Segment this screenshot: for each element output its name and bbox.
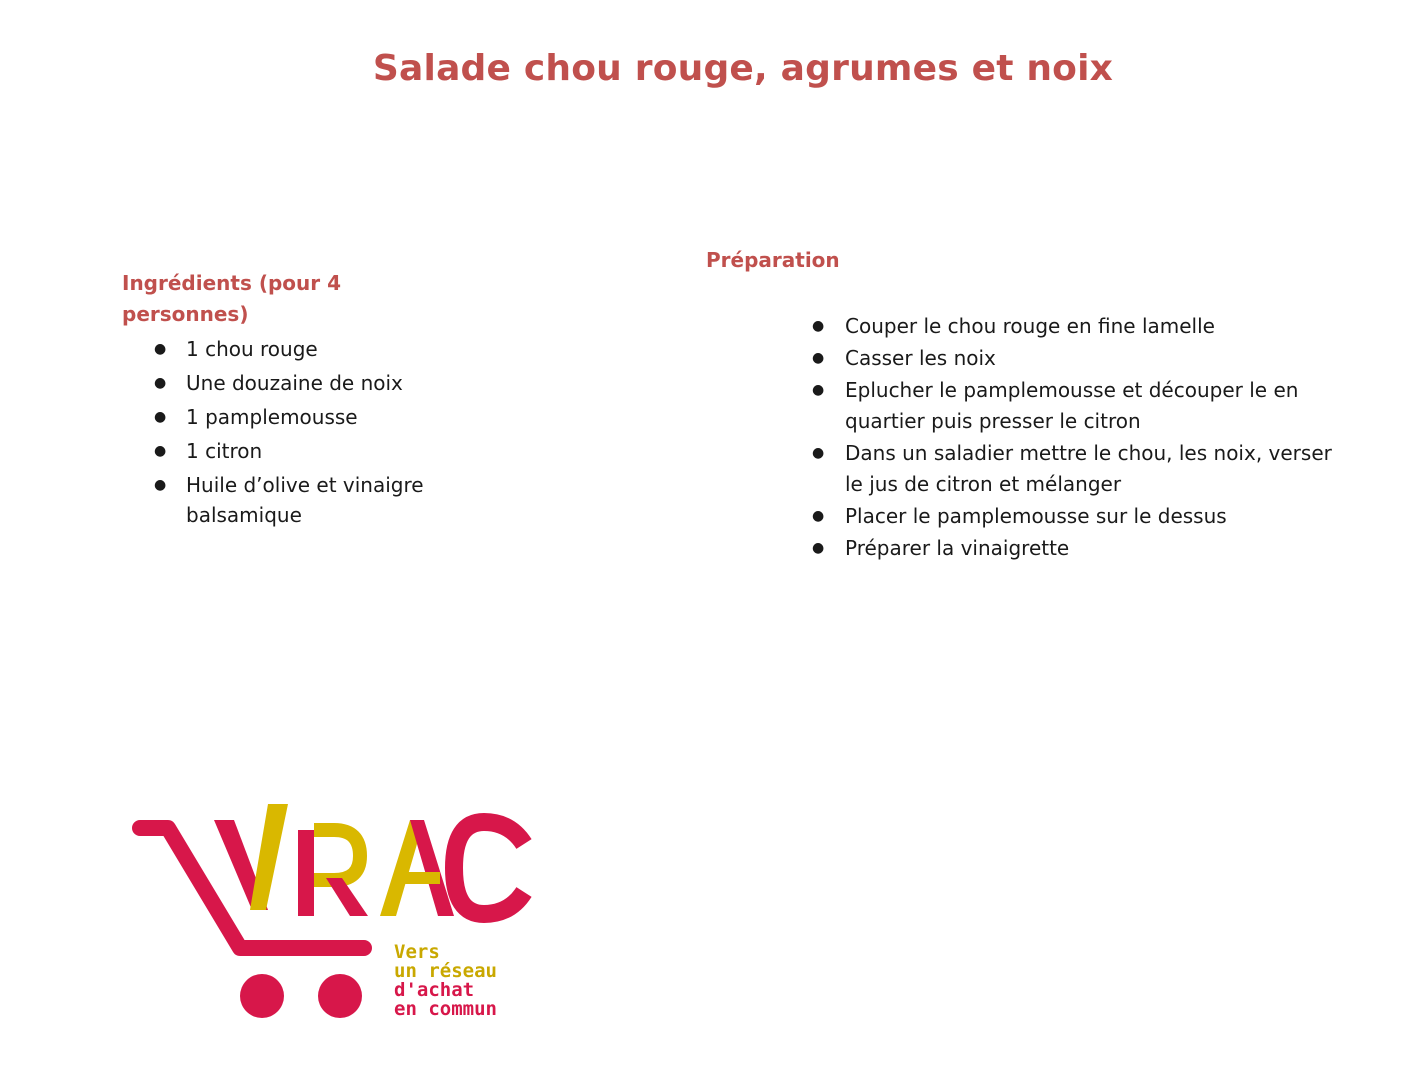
list-item: ● 1 citron xyxy=(154,436,454,466)
bullet-icon: ● xyxy=(812,445,825,461)
bullet-icon: ● xyxy=(812,350,825,366)
bullet-icon: ● xyxy=(812,540,825,556)
tagline-line: un réseau xyxy=(394,960,497,982)
tagline-line: Vers xyxy=(394,941,440,963)
bullet-icon: ● xyxy=(812,382,825,398)
cart-icon xyxy=(140,828,364,1018)
list-item: ● 1 pamplemousse xyxy=(154,402,454,432)
vrac-logo xyxy=(128,800,548,1030)
vrac-tagline xyxy=(394,941,497,1020)
list-item: ● Dans un saladier mettre le chou, les noix, verser le jus de citron et mélanger xyxy=(812,438,1332,500)
list-item: ● 1 chou rouge xyxy=(154,334,454,364)
bullet-icon: ● xyxy=(154,477,167,493)
list-item: ● Préparer la vinaigrette xyxy=(812,533,1332,564)
list-item: ● Une douzaine de noix xyxy=(154,368,454,398)
bullet-icon: ● xyxy=(154,341,167,357)
list-item: ● Couper le chou rouge en fine lamelle xyxy=(812,311,1332,342)
preparation-list xyxy=(812,311,1332,565)
tagline-line: en commun xyxy=(394,998,497,1020)
preparation-heading: Préparation xyxy=(706,248,840,272)
bullet-icon: ● xyxy=(812,508,825,524)
ingredients-heading: Ingrédients (pour 4 personnes) xyxy=(122,271,342,326)
bullet-icon: ● xyxy=(154,409,167,425)
tagline-line: d'achat xyxy=(394,979,475,1001)
list-item: ● Eplucher le pamplemousse et découper le en quartier puis presser le citron xyxy=(812,375,1332,437)
ingredients-list xyxy=(154,334,454,534)
bullet-icon: ● xyxy=(154,443,167,459)
bullet-icon: ● xyxy=(812,318,825,334)
vrac-wordmark-icon xyxy=(214,804,524,916)
list-item: ● Huile d’olive et vinaigre balsamique xyxy=(154,470,454,530)
bullet-icon: ● xyxy=(154,375,167,391)
recipe-title: Salade chou rouge, agrumes et noix xyxy=(372,48,1114,89)
list-item: ● Casser les noix xyxy=(812,343,1332,374)
list-item: ● Placer le pamplemousse sur le dessus xyxy=(812,501,1332,532)
